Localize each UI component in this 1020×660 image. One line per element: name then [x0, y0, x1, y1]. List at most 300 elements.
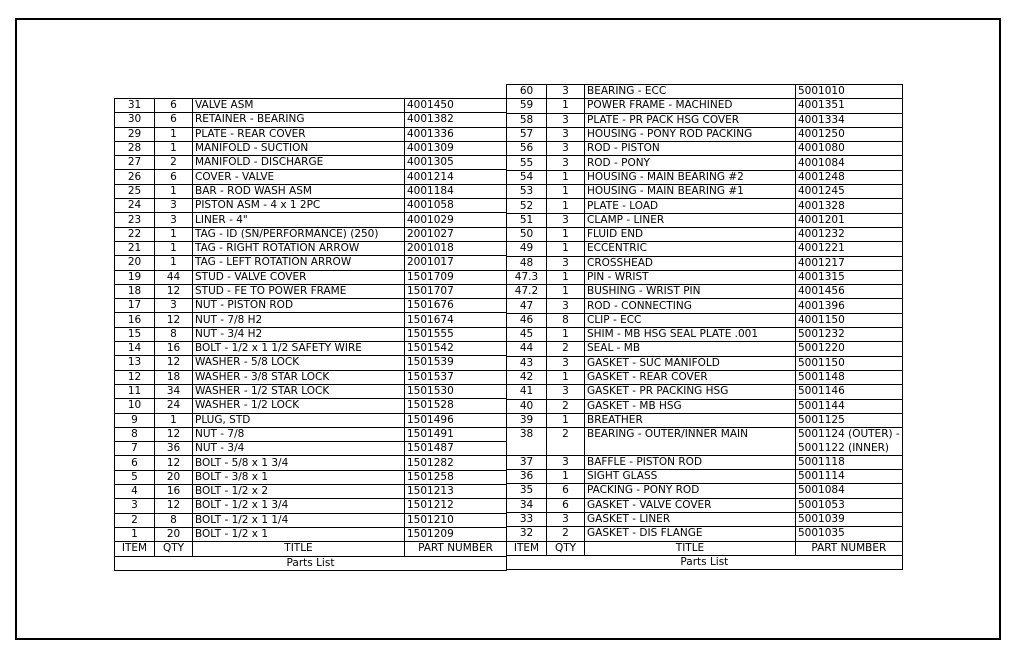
- title-cell: BOLT - 3/8 x 1: [193, 470, 405, 484]
- item-number-cell: 10: [115, 399, 155, 413]
- part-number-cell: 1501210: [405, 513, 507, 527]
- quantity-cell: 2: [547, 428, 585, 456]
- table-row: [115, 427, 507, 441]
- quantity-cell: 3: [155, 299, 193, 313]
- title-cell: SHIM - MB HSG SEAL PLATE .001: [585, 328, 796, 342]
- quantity-cell: 1: [547, 285, 585, 299]
- quantity-cell: 1: [155, 256, 193, 270]
- item-number-cell: 7: [115, 442, 155, 456]
- item-number-cell: 37: [507, 455, 547, 469]
- item-number-cell: 19: [115, 270, 155, 284]
- title-cell: BAR - ROD WASH ASM: [193, 184, 405, 198]
- quantity-cell: 34: [155, 384, 193, 398]
- quantity-cell: 1: [155, 227, 193, 241]
- title-cell: MANIFOLD - SUCTION: [193, 141, 405, 155]
- header-row: [115, 542, 507, 556]
- table-row: [115, 227, 507, 241]
- quantity-cell: 3: [547, 385, 585, 399]
- title-cell: STUD - FE TO POWER FRAME: [193, 284, 405, 298]
- part-number-cell: 1501542: [405, 342, 507, 356]
- table-row: [507, 213, 903, 227]
- quantity-cell: 12: [155, 456, 193, 470]
- table-row: [115, 127, 507, 141]
- table-row: [507, 199, 903, 213]
- part-number-cell: 4001315: [796, 270, 903, 284]
- parts-list-caption: Parts List: [507, 555, 903, 569]
- title-cell: GASKET - PR PACKING HSG: [585, 385, 796, 399]
- table-row: [507, 113, 903, 127]
- item-number-cell: 40: [507, 399, 547, 413]
- part-number-cell: 4001334: [796, 113, 903, 127]
- part-number-cell: 5001125: [796, 413, 903, 427]
- header-title: TITLE: [193, 542, 405, 556]
- title-cell: CROSSHEAD: [585, 256, 796, 270]
- table-row: [115, 270, 507, 284]
- item-number-cell: 24: [115, 199, 155, 213]
- quantity-cell: 6: [547, 498, 585, 512]
- part-number-cell: 4001328: [796, 199, 903, 213]
- part-number-cell: 4001217: [796, 256, 903, 270]
- part-number-cell: 5001039: [796, 512, 903, 526]
- quantity-cell: 16: [155, 342, 193, 356]
- quantity-cell: 6: [155, 99, 193, 113]
- item-number-cell: 44: [507, 342, 547, 356]
- part-number-cell: 4001029: [405, 213, 507, 227]
- title-cell: PLUG, STD: [193, 413, 405, 427]
- title-cell: MANIFOLD - DISCHARGE: [193, 156, 405, 170]
- title-cell: NUT - 7/8 H2: [193, 313, 405, 327]
- item-number-cell: 35: [507, 484, 547, 498]
- item-number-cell: 34: [507, 498, 547, 512]
- title-cell: GASKET - REAR COVER: [585, 370, 796, 384]
- quantity-cell: 3: [547, 299, 585, 313]
- quantity-cell: 3: [547, 127, 585, 141]
- title-cell: RETAINER - BEARING: [193, 113, 405, 127]
- item-number-cell: 26: [115, 170, 155, 184]
- part-number-cell: 1501212: [405, 499, 507, 513]
- title-cell: ROD - CONNECTING: [585, 299, 796, 313]
- quantity-cell: 3: [547, 85, 585, 99]
- item-number-cell: 29: [115, 127, 155, 141]
- quantity-cell: 8: [547, 313, 585, 327]
- table-row: [115, 284, 507, 298]
- title-cell: POWER FRAME - MACHINED: [585, 99, 796, 113]
- quantity-cell: 8: [155, 513, 193, 527]
- header-part-number: PART NUMBER: [405, 542, 507, 556]
- quantity-cell: 1: [155, 141, 193, 155]
- title-cell: PLATE - REAR COVER: [193, 127, 405, 141]
- part-number-cell: 1501709: [405, 270, 507, 284]
- quantity-cell: 3: [547, 156, 585, 170]
- quantity-cell: 12: [155, 356, 193, 370]
- table-row: [507, 313, 903, 327]
- part-number-cell: 4001396: [796, 299, 903, 313]
- quantity-cell: 12: [155, 284, 193, 298]
- item-number-cell: 17: [115, 299, 155, 313]
- part-number-cell: 1501528: [405, 399, 507, 413]
- part-number-cell: 4001201: [796, 213, 903, 227]
- title-cell: BOLT - 1/2 x 1 1/2 SAFETY WIRE: [193, 342, 405, 356]
- table-row: [507, 227, 903, 241]
- title-cell: GASKET - SUC MANIFOLD: [585, 356, 796, 370]
- table-row: [507, 142, 903, 156]
- quantity-cell: 44: [155, 270, 193, 284]
- quantity-cell: 3: [547, 213, 585, 227]
- table-row: [115, 513, 507, 527]
- header-qty: QTY: [155, 542, 193, 556]
- part-number-cell: 1501707: [405, 284, 507, 298]
- header-item: ITEM: [507, 541, 547, 555]
- part-number-cell: 5001114: [796, 470, 903, 484]
- title-cell: LINER - 4": [193, 213, 405, 227]
- part-number-cell: 1501496: [405, 413, 507, 427]
- title-cell: BOLT - 5/8 x 1 3/4: [193, 456, 405, 470]
- title-cell: WASHER - 1/2 LOCK: [193, 399, 405, 413]
- title-cell: GASKET - VALVE COVER: [585, 498, 796, 512]
- item-number-cell: 16: [115, 313, 155, 327]
- part-number-cell: 1501537: [405, 370, 507, 384]
- item-number-cell: 14: [115, 342, 155, 356]
- table-row: [507, 170, 903, 184]
- part-number-cell: 1501676: [405, 299, 507, 313]
- header-row: [507, 541, 903, 555]
- quantity-cell: 3: [155, 199, 193, 213]
- part-number-cell: 1501555: [405, 327, 507, 341]
- title-cell: BOLT - 1/2 x 1 3/4: [193, 499, 405, 513]
- part-number-cell: 2001027: [405, 227, 507, 241]
- table-row: [115, 456, 507, 470]
- item-number-cell: 15: [115, 327, 155, 341]
- item-number-cell: 45: [507, 328, 547, 342]
- table-row: [115, 213, 507, 227]
- title-cell: TAG - LEFT ROTATION ARROW: [193, 256, 405, 270]
- item-number-cell: 13: [115, 356, 155, 370]
- title-cell: BUSHING - WRIST PIN: [585, 285, 796, 299]
- table-row: [507, 470, 903, 484]
- title-cell: BOLT - 1/2 x 1: [193, 527, 405, 541]
- part-number-cell: 5001122 (INNER): [796, 441, 903, 455]
- item-number-cell: 60: [507, 85, 547, 99]
- title-cell: FLUID END: [585, 227, 796, 241]
- item-number-cell: 52: [507, 199, 547, 213]
- part-number-cell: 4001080: [796, 142, 903, 156]
- part-number-cell: 5001148: [796, 370, 903, 384]
- title-cell: STUD - VALVE COVER: [193, 270, 405, 284]
- header-qty: QTY: [547, 541, 585, 555]
- item-number-cell: 28: [115, 141, 155, 155]
- quantity-cell: 2: [155, 156, 193, 170]
- title-cell: BAFFLE - PISTON ROD: [585, 455, 796, 469]
- table-row: [507, 99, 903, 113]
- title-cell: ECCENTRIC: [585, 242, 796, 256]
- table-row: [507, 527, 903, 541]
- footer-row: [507, 555, 903, 569]
- part-number-cell: 4001382: [405, 113, 507, 127]
- table-row: [507, 356, 903, 370]
- parts-list-table-left: [114, 98, 507, 571]
- item-number-cell: 57: [507, 127, 547, 141]
- title-cell: NUT - 3/4: [193, 442, 405, 456]
- parts-list-caption: Parts List: [115, 556, 507, 570]
- table-row: [507, 385, 903, 399]
- title-cell: SEAL - MB: [585, 342, 796, 356]
- item-number-cell: 50: [507, 227, 547, 241]
- part-number-cell: 4001084: [796, 156, 903, 170]
- title-cell: CLAMP - LINER: [585, 213, 796, 227]
- part-number-cell: 5001010: [796, 85, 903, 99]
- title-cell: GASKET - DIS FLANGE: [585, 527, 796, 541]
- quantity-cell: 6: [547, 484, 585, 498]
- title-cell: HOUSING - PONY ROD PACKING: [585, 127, 796, 141]
- item-number-cell: 4: [115, 485, 155, 499]
- parts-list-table-right: [506, 84, 903, 570]
- table-row: [507, 413, 903, 427]
- table-row: [507, 399, 903, 413]
- quantity-cell: 3: [547, 142, 585, 156]
- quantity-cell: 1: [547, 99, 585, 113]
- table-row: [115, 99, 507, 113]
- item-number-cell: 41: [507, 385, 547, 399]
- item-number-cell: 58: [507, 113, 547, 127]
- table-row: [115, 327, 507, 341]
- quantity-cell: 1: [547, 413, 585, 427]
- title-cell: COVER - VALVE: [193, 170, 405, 184]
- quantity-cell: 16: [155, 485, 193, 499]
- table-row: [115, 184, 507, 198]
- table-row: [507, 285, 903, 299]
- item-number-cell: 22: [115, 227, 155, 241]
- table-row: [115, 113, 507, 127]
- table-row: [507, 428, 903, 442]
- part-number-cell: 1501491: [405, 427, 507, 441]
- item-number-cell: 46: [507, 313, 547, 327]
- item-number-cell: 25: [115, 184, 155, 198]
- title-cell: WASHER - 5/8 LOCK: [193, 356, 405, 370]
- table-row: [115, 442, 507, 456]
- table-row: [115, 156, 507, 170]
- table-row: [115, 527, 507, 541]
- item-number-cell: 5: [115, 470, 155, 484]
- title-cell: BREATHER: [585, 413, 796, 427]
- table-row: [507, 185, 903, 199]
- table-row: [507, 328, 903, 342]
- table-row: [115, 170, 507, 184]
- part-number-cell: 4001456: [796, 285, 903, 299]
- part-number-cell: 2001018: [405, 241, 507, 255]
- quantity-cell: 3: [547, 512, 585, 526]
- part-number-cell: 5001144: [796, 399, 903, 413]
- quantity-cell: 1: [547, 370, 585, 384]
- table-row: [115, 241, 507, 255]
- quantity-cell: 6: [155, 113, 193, 127]
- title-cell: PACKING - PONY ROD: [585, 484, 796, 498]
- table-row: [507, 455, 903, 469]
- quantity-cell: 3: [547, 455, 585, 469]
- title-cell: NUT - PISTON ROD: [193, 299, 405, 313]
- item-number-cell: 9: [115, 413, 155, 427]
- title-cell: BEARING - OUTER/INNER MAIN: [585, 428, 796, 456]
- quantity-cell: 2: [547, 527, 585, 541]
- part-number-cell: 1501213: [405, 485, 507, 499]
- title-cell: CLIP - ECC: [585, 313, 796, 327]
- item-number-cell: 1: [115, 527, 155, 541]
- quantity-cell: 1: [547, 328, 585, 342]
- quantity-cell: 1: [547, 470, 585, 484]
- footer-row: [115, 556, 507, 570]
- quantity-cell: 20: [155, 470, 193, 484]
- title-cell: WASHER - 3/8 STAR LOCK: [193, 370, 405, 384]
- item-number-cell: 23: [115, 213, 155, 227]
- title-cell: HOUSING - MAIN BEARING #1: [585, 185, 796, 199]
- part-number-cell: 5001150: [796, 356, 903, 370]
- table-row: [115, 199, 507, 213]
- item-number-cell: 3: [115, 499, 155, 513]
- table-row: [507, 256, 903, 270]
- item-number-cell: 51: [507, 213, 547, 227]
- quantity-cell: 12: [155, 499, 193, 513]
- table-row: [507, 270, 903, 284]
- item-number-cell: 32: [507, 527, 547, 541]
- quantity-cell: 1: [155, 127, 193, 141]
- part-number-cell: 5001118: [796, 455, 903, 469]
- item-number-cell: 38: [507, 428, 547, 456]
- item-number-cell: 12: [115, 370, 155, 384]
- part-number-cell: 4001305: [405, 156, 507, 170]
- item-number-cell: 53: [507, 185, 547, 199]
- part-number-cell: 1501487: [405, 442, 507, 456]
- title-cell: PLATE - LOAD: [585, 199, 796, 213]
- part-number-cell: 4001232: [796, 227, 903, 241]
- item-number-cell: 8: [115, 427, 155, 441]
- part-number-cell: 4001058: [405, 199, 507, 213]
- title-cell: NUT - 3/4 H2: [193, 327, 405, 341]
- table-row: [115, 384, 507, 398]
- quantity-cell: 3: [547, 113, 585, 127]
- quantity-cell: 1: [155, 241, 193, 255]
- item-number-cell: 49: [507, 242, 547, 256]
- part-number-cell: 4001450: [405, 99, 507, 113]
- quantity-cell: 1: [547, 170, 585, 184]
- part-number-cell: 4001336: [405, 127, 507, 141]
- table-row: [115, 399, 507, 413]
- table-row: [115, 256, 507, 270]
- item-number-cell: 2: [115, 513, 155, 527]
- item-number-cell: 30: [115, 113, 155, 127]
- part-number-cell: 5001124 (OUTER) -: [796, 428, 903, 442]
- item-number-cell: 43: [507, 356, 547, 370]
- item-number-cell: 21: [115, 241, 155, 255]
- title-cell: TAG - ID (SN/PERFORMANCE) (250): [193, 227, 405, 241]
- item-number-cell: 42: [507, 370, 547, 384]
- title-cell: HOUSING - MAIN BEARING #2: [585, 170, 796, 184]
- item-number-cell: 33: [507, 512, 547, 526]
- part-number-cell: 5001220: [796, 342, 903, 356]
- table-row: [115, 342, 507, 356]
- part-number-cell: 4001309: [405, 141, 507, 155]
- table-row: [507, 299, 903, 313]
- part-number-cell: 1501282: [405, 456, 507, 470]
- table-row: [115, 485, 507, 499]
- quantity-cell: 3: [155, 213, 193, 227]
- table-row: [507, 370, 903, 384]
- table-row: [507, 342, 903, 356]
- quantity-cell: 18: [155, 370, 193, 384]
- quantity-cell: 2: [547, 342, 585, 356]
- quantity-cell: 12: [155, 313, 193, 327]
- part-number-cell: 4001150: [796, 313, 903, 327]
- part-number-cell: 4001214: [405, 170, 507, 184]
- table-row: [507, 512, 903, 526]
- part-number-cell: 5001146: [796, 385, 903, 399]
- item-number-cell: 27: [115, 156, 155, 170]
- header-title: TITLE: [585, 541, 796, 555]
- part-number-cell: 1501209: [405, 527, 507, 541]
- quantity-cell: 6: [155, 170, 193, 184]
- quantity-cell: 2: [547, 399, 585, 413]
- table-row: [115, 356, 507, 370]
- part-number-cell: 5001053: [796, 498, 903, 512]
- part-number-cell: 5001084: [796, 484, 903, 498]
- quantity-cell: 1: [155, 184, 193, 198]
- table-row: [115, 313, 507, 327]
- item-number-cell: 18: [115, 284, 155, 298]
- item-number-cell: 6: [115, 456, 155, 470]
- item-number-cell: 59: [507, 99, 547, 113]
- item-number-cell: 20: [115, 256, 155, 270]
- quantity-cell: 1: [547, 242, 585, 256]
- item-number-cell: 47: [507, 299, 547, 313]
- table-row: [115, 370, 507, 384]
- part-number-cell: 4001248: [796, 170, 903, 184]
- title-cell: GASKET - MB HSG: [585, 399, 796, 413]
- quantity-cell: 1: [547, 270, 585, 284]
- item-number-cell: 56: [507, 142, 547, 156]
- item-number-cell: 39: [507, 413, 547, 427]
- part-number-cell: 4001184: [405, 184, 507, 198]
- quantity-cell: 24: [155, 399, 193, 413]
- header-item: ITEM: [115, 542, 155, 556]
- title-cell: ROD - PISTON: [585, 142, 796, 156]
- table-row: [507, 242, 903, 256]
- item-number-cell: 48: [507, 256, 547, 270]
- quantity-cell: 1: [547, 227, 585, 241]
- quantity-cell: 36: [155, 442, 193, 456]
- table-row: [507, 85, 903, 99]
- title-cell: PIN - WRIST: [585, 270, 796, 284]
- title-cell: NUT - 7/8: [193, 427, 405, 441]
- table-row: [115, 299, 507, 313]
- part-number-cell: 1501258: [405, 470, 507, 484]
- table-row: [507, 127, 903, 141]
- table-row: [507, 484, 903, 498]
- title-cell: BOLT - 1/2 x 1 1/4: [193, 513, 405, 527]
- header-part-number: PART NUMBER: [796, 541, 903, 555]
- item-number-cell: 36: [507, 470, 547, 484]
- part-number-cell: 1501674: [405, 313, 507, 327]
- title-cell: WASHER - 1/2 STAR LOCK: [193, 384, 405, 398]
- quantity-cell: 1: [155, 413, 193, 427]
- table-row: [115, 413, 507, 427]
- title-cell: TAG - RIGHT ROTATION ARROW: [193, 241, 405, 255]
- title-cell: GASKET - LINER: [585, 512, 796, 526]
- part-number-cell: 4001351: [796, 99, 903, 113]
- quantity-cell: 1: [547, 185, 585, 199]
- part-number-cell: 1501539: [405, 356, 507, 370]
- title-cell: SIGHT GLASS: [585, 470, 796, 484]
- part-number-cell: 4001221: [796, 242, 903, 256]
- part-number-cell: 5001232: [796, 328, 903, 342]
- part-number-cell: 4001250: [796, 127, 903, 141]
